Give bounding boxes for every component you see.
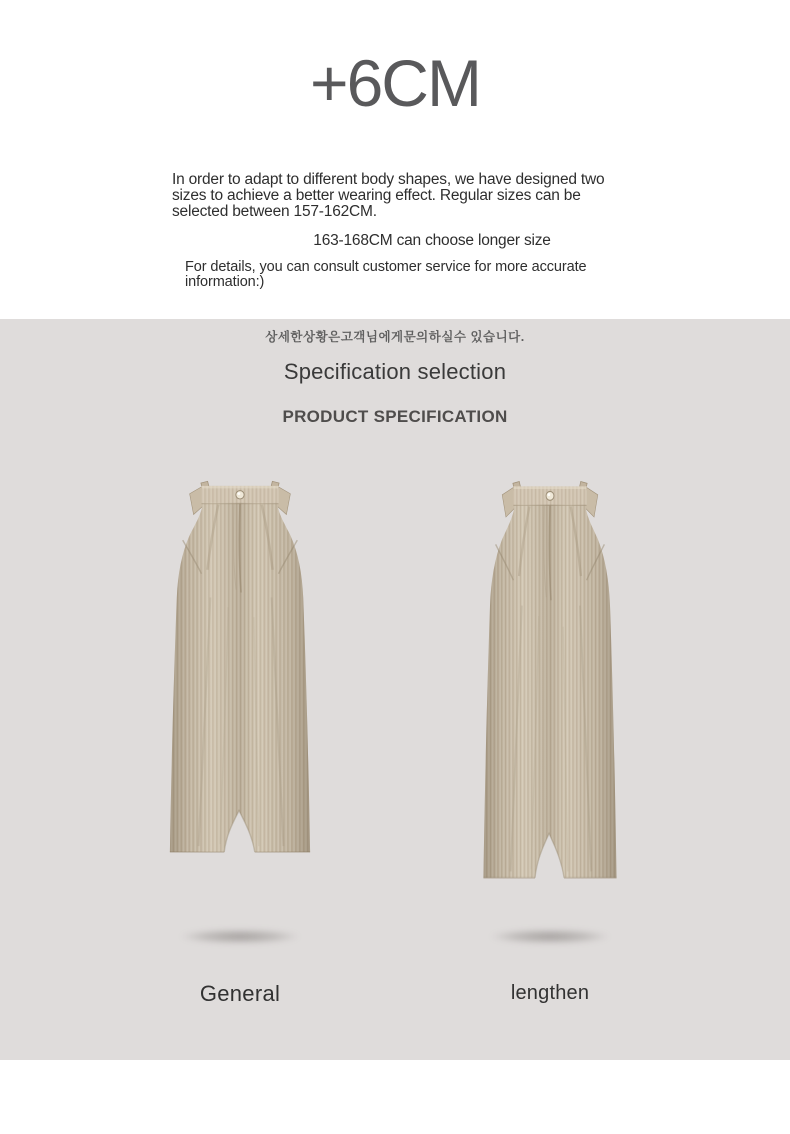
product-option-lengthen[interactable] <box>470 479 630 1007</box>
specification-subtitle: PRODUCT SPECIFICATION <box>282 406 508 426</box>
pants-shadow <box>491 929 609 944</box>
specification-section <box>0 319 790 1060</box>
product-label-lengthen[interactable]: lengthen <box>510 981 590 1004</box>
pants-image-wrapper <box>160 479 320 929</box>
size-note: 163-168CM can choose longer size <box>313 231 551 249</box>
product-label-general[interactable]: General <box>199 980 281 1006</box>
headline-plus-6cm: +6CM <box>310 46 480 120</box>
pants-image-regular <box>161 479 319 856</box>
pants-shadow <box>181 929 299 944</box>
product-options-row <box>0 479 790 1007</box>
korean-note: 상세한상황은고객님에게문의하실수 있습니다. <box>265 329 525 344</box>
intro-paragraph: In order to adapt to different body shapes, we have designed two sizes to achieve a better wearing effect. Regular sizes can be selected between 157-162CM. <box>172 170 605 220</box>
customer-service-note: For details, you can consult customer service for more accurate information:) <box>185 258 587 290</box>
specification-title: Specification selection <box>283 359 507 384</box>
pants-image-wrapper <box>470 479 630 929</box>
hero-section <box>0 0 790 344</box>
pants-image-lengthened <box>475 479 625 882</box>
product-option-general[interactable] <box>160 479 320 1007</box>
